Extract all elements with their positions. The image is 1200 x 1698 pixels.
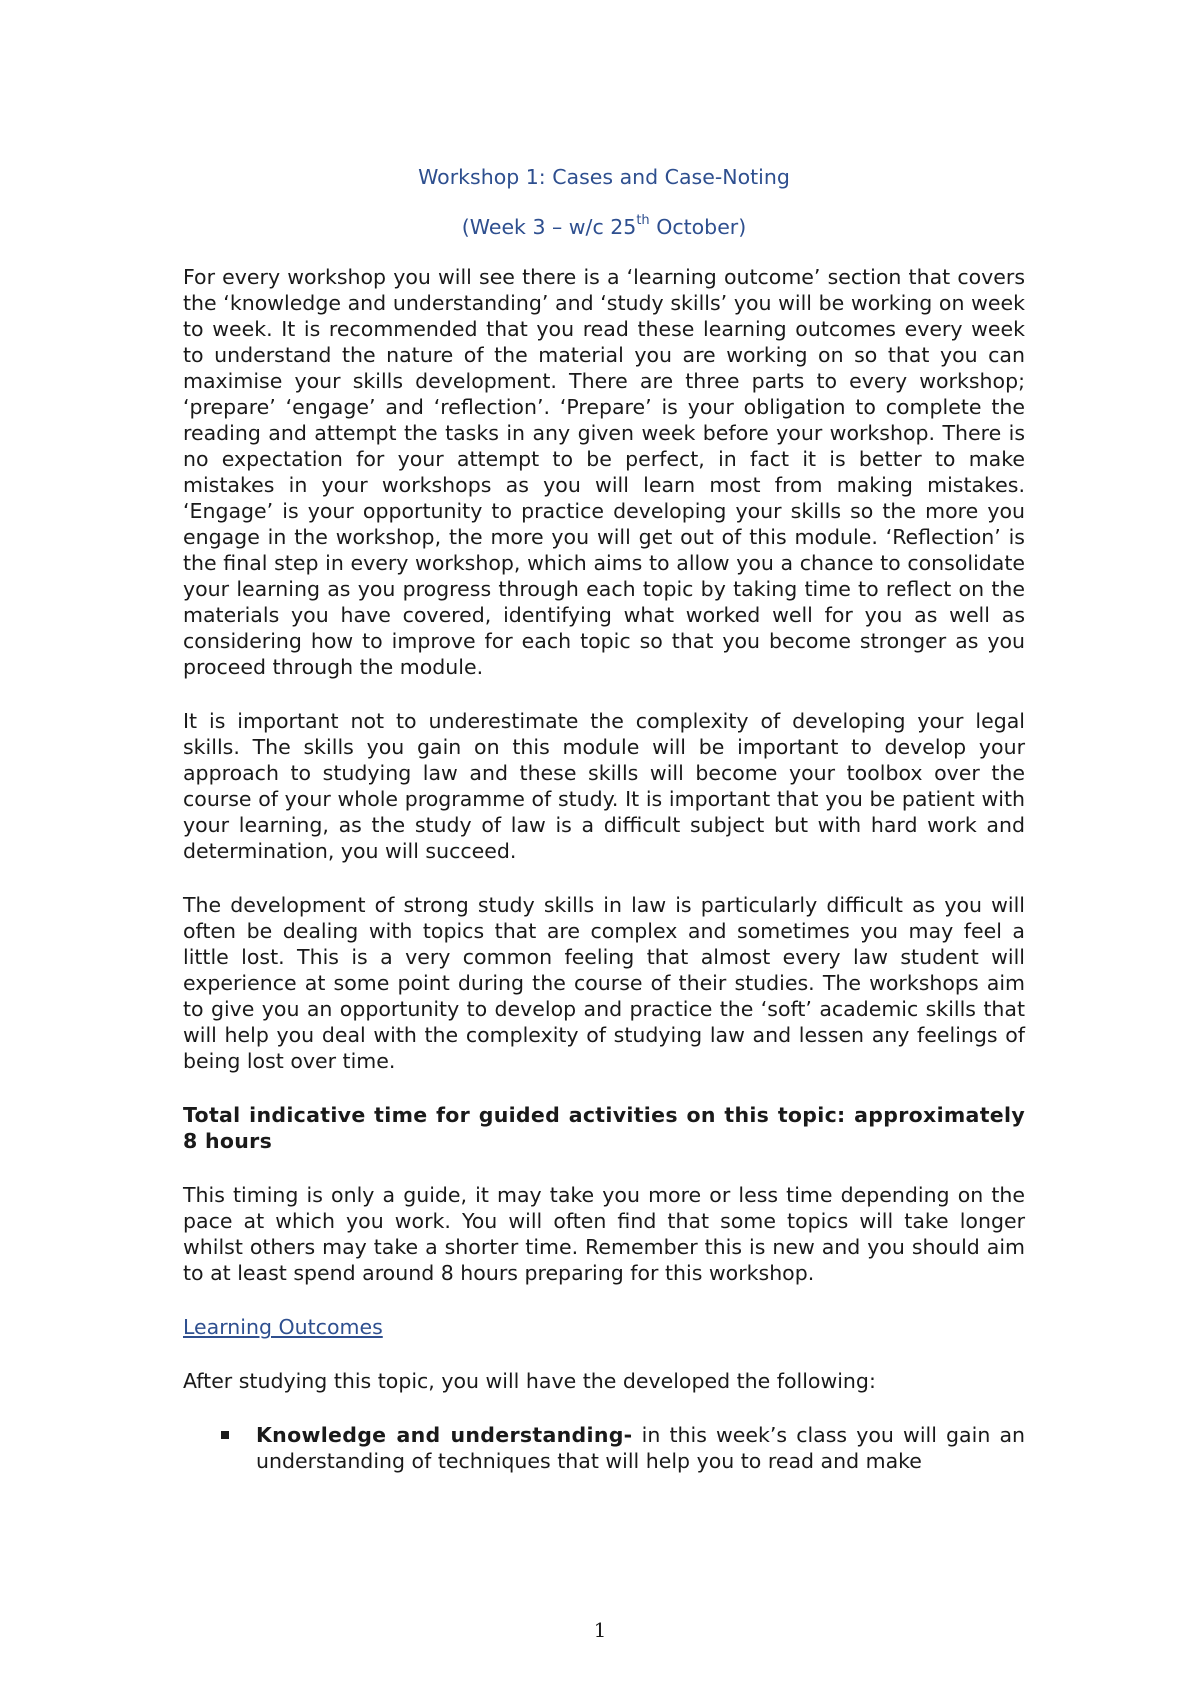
- document-title: Workshop 1: Cases and Case-Noting: [418, 165, 790, 189]
- complexity-paragraph: It is important not to underestimate the complexity of developing your legal skills. The skills you gain on this module will be important to develop your approach to studying law and these skills will become your toolbox over the course of your whole programme of study. It is important that you be patient with your learning, as the study of law is a difficult subject but with hard work and determination, you will succeed.: [183, 709, 1025, 863]
- list-item: [183, 1422, 1025, 1474]
- subtitle-superscript: th: [636, 213, 650, 229]
- outcomes-list: [183, 1422, 1025, 1474]
- bullet-text: in this week’s class you will gain an understanding of techniques that will help you to read and make: [256, 1423, 1025, 1473]
- outcomes-intro: After studying this topic, you will have the developed the following:: [183, 1369, 876, 1393]
- intro-paragraph: For every workshop you will see there is a ‘learning outcome’ section that covers the ‘knowledge and understanding’ and ‘study skills’ you will be working on week to week. It is recommended that you read these learning outcomes every week to understand the nature of the material you are working on so that you can maximise your skills development. There are three parts to every workshop; ‘prepare’ ‘engage’ and ‘reflection’. ‘Prepare’ is your obligation to complete the reading and attempt the tasks in any given week before your workshop. There is no expectation for your attempt to be perfect, in fact it is better to make mistakes in your workshops as you will learn most from making mistakes. ‘Engage’ is your opportunity to practice developing your skills so the more you engage in the workshop, the more you will get out of this module. ‘Reflection’ is the final step in every workshop, which aims to allow you a chance to consolidate your learning as you progress through each topic by taking time to reflect on the materials you have covered, identifying what worked well for you as well as considering how to improve for each topic so that you become stronger as you proceed through the module.: [183, 265, 1025, 679]
- bullet-heading: Knowledge and understanding-: [256, 1423, 633, 1447]
- subtitle-prefix: (Week 3 – w/c 25: [461, 215, 637, 239]
- document-content: [183, 164, 1025, 1474]
- study-skills-paragraph: The development of strong study skills in law is particularly difficult as you will often be dealing with topics that are complex and sometimes you may feel a little lost. This is a very common feeling that almost every law student will experience at some point during the course of their studies. The workshops aim to give you an opportunity to develop and practice the ‘soft’ academic skills that will help you deal with the complexity of studying law and lessen any feelings of being lost over time.: [183, 893, 1025, 1073]
- subtitle-suffix: October): [649, 215, 747, 239]
- page-number: 1: [593, 1618, 607, 1642]
- learning-outcomes-heading: Learning Outcomes: [183, 1315, 383, 1339]
- indicative-time: Total indicative time for guided activities on this topic: approximately 8 hours: [183, 1103, 1025, 1153]
- square-bullet-icon: [221, 1431, 229, 1439]
- document-subtitle: [183, 214, 1025, 240]
- timing-paragraph: This timing is only a guide, it may take you more or less time depending on the pace at which you work. You will often find that some topics will take longer whilst others may take a shorter time. Remember this is new and you should aim to at least spend around 8 hours preparing for this workshop.: [183, 1183, 1025, 1285]
